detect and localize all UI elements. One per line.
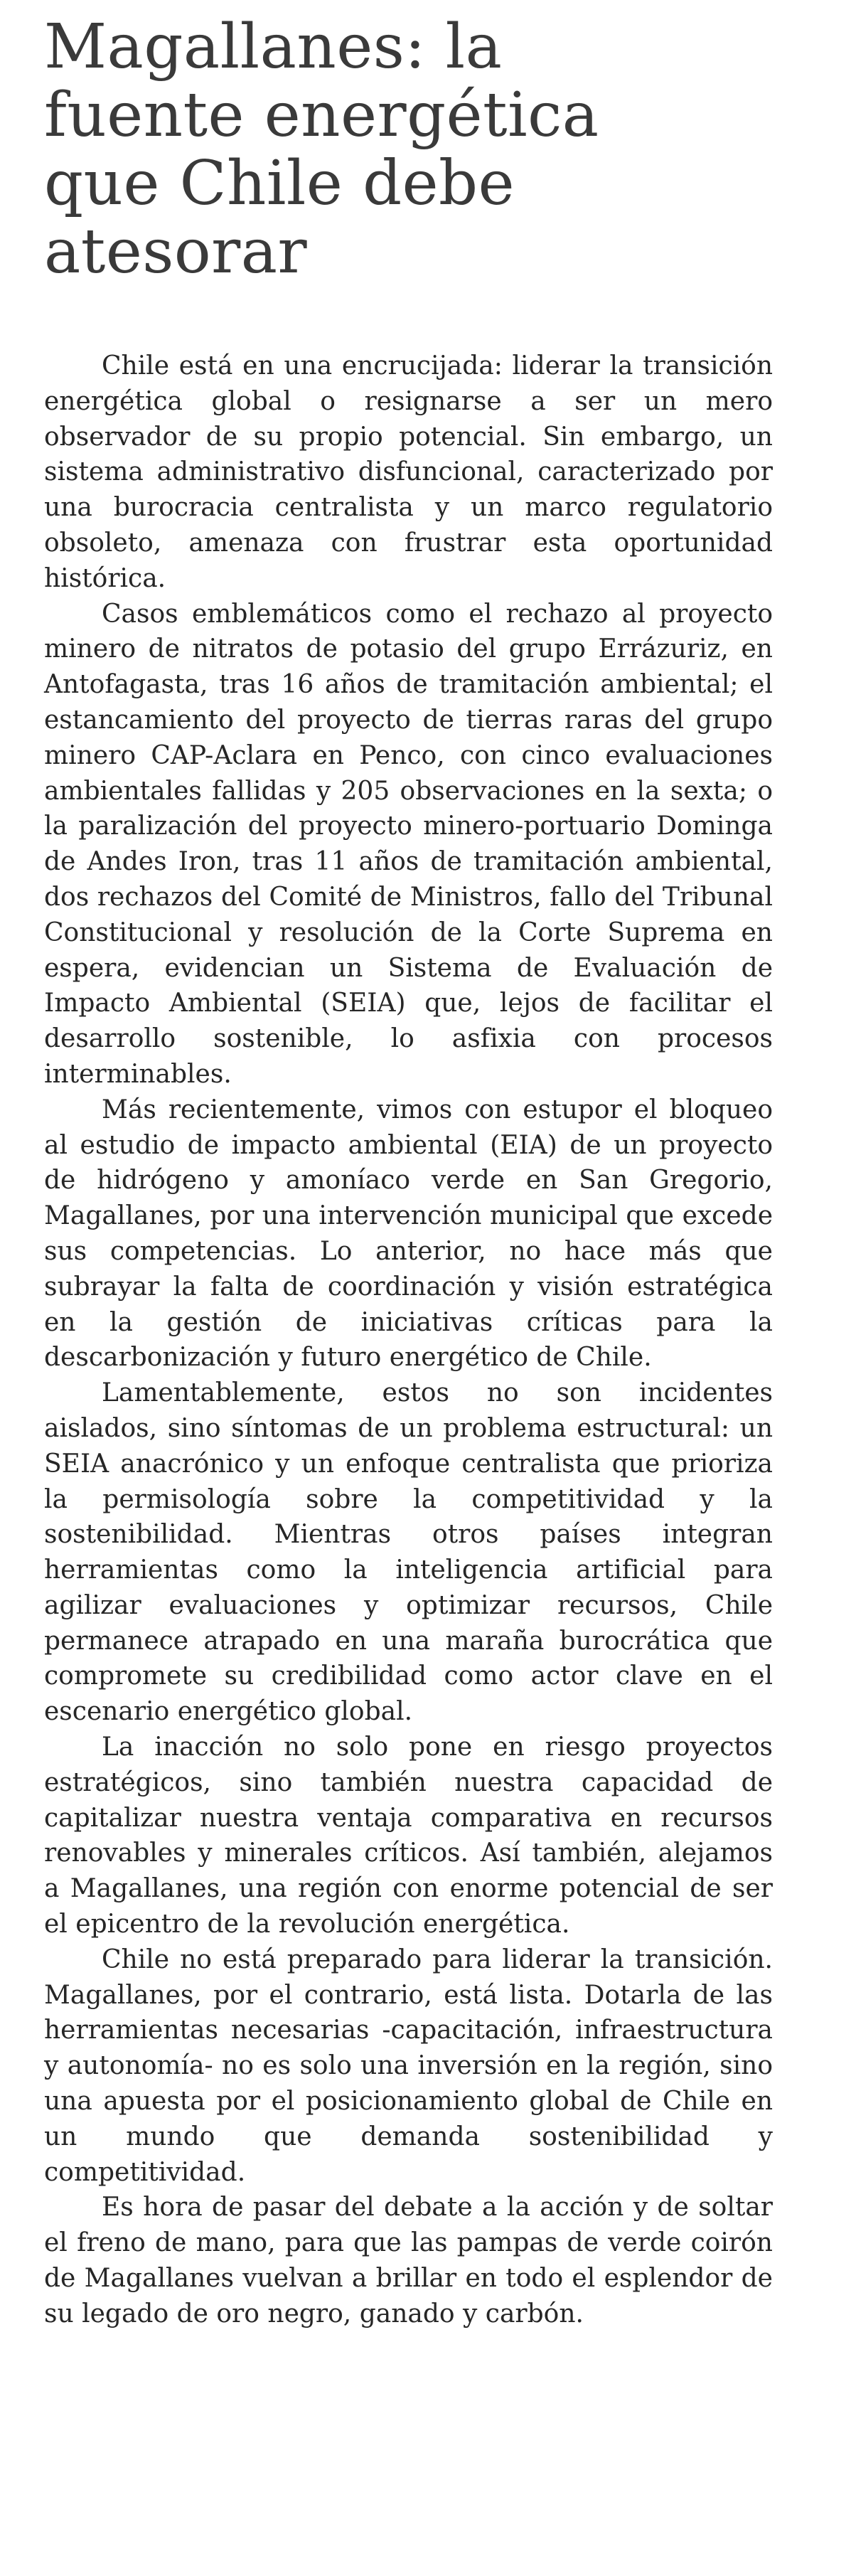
paragraph: Chile está en una encrucijada: liderar la transición energética global o resignarse a ser un mero observador de su propio potencial. Sin embargo, un sistema administrativo disfuncional, caracterizado por una burocracia centralista y un marco regulatorio obsoleto, amenaza con frustrar esta oportunidad histórica.: [44, 351, 773, 593]
headline-line: atesorar: [44, 216, 308, 287]
headline-line: Magallanes: la: [44, 11, 503, 83]
paragraph: La inacción no solo pone en riesgo proyectos estratégicos, sino también nuestra capacidad de capitalizar nuestra ventaja comparativa en recursos renovables y minerales críticos. Así también, alejamos a Magallanes, una región con enorme potencial de ser el epicentro de la revolución energética.: [44, 1733, 773, 1939]
paragraph: Lamentablemente, estos no son incidentes aislados, sino síntomas de un problema estructural: un SEIA anacrónico y un enfoque centralista que prioriza la permisología sobre la competitividad y la sostenibilidad. Mientras otros países integran herramientas como la inteligencia artificial para agilizar evaluaciones y optimizar recursos, Chile permanece atrapado en una maraña burocrática que compromete su credibilidad como actor clave en el escenario energético global.: [44, 1378, 773, 1727]
headline: [44, 13, 773, 286]
paragraph: Es hora de pasar del debate a la acción y de soltar el freno de mano, para que las pampas de verde coirón de Magallanes vuelvan a brillar en todo el esplendor de su legado de oro negro, ganado y carbón.: [44, 2193, 773, 2328]
headline-line: que Chile debe: [44, 148, 515, 219]
headline-line: fuente energética: [44, 80, 599, 151]
paragraph: Casos emblemáticos como el rechazo al proyecto minero de nitratos de potasio del grupo Errázuriz, en Antofagasta, tras 16 años de tramitación ambiental; el estancamiento del proyecto de tierras raras del grupo minero CAP-Aclara en Penco, con cinco evaluaciones ambientales fallidas y 205 observaciones en la sexta; o la paralización del proyecto minero-portuario Dominga de Andes Iron, tras 11 años de tramitación ambiental, dos rechazos del Comité de Ministros, fallo del Tribunal Constitucional y resolución de la Corte Suprema en espera, evidencian un Sistema de Evaluación de Impacto Ambiental (SEIA) que, lejos de facilitar el desarrollo sostenible, lo asfixia con procesos interminables.: [44, 599, 773, 1089]
article: [44, 13, 773, 2332]
article-body: [44, 348, 773, 2332]
paragraph: Más recientemente, vimos con estupor el bloqueo al estudio de impacto ambiental (EIA) de un proyecto de hidrógeno y amoníaco verde en San Gregorio, Magallanes, por una intervención municipal que excede sus competencias. Lo anterior, no hace más que subrayar la falta de coordinación y visión estratégica en la gestión de iniciativas críticas para la descarbonización y futuro energético de Chile.: [44, 1095, 773, 1373]
paragraph: Chile no está preparado para liderar la transición. Magallanes, por el contrario, está lista. Dotarla de las herramientas necesarias -capacitación, infraestructura y autonomía- no es solo una inversión en la región, sino una apuesta por el posicionamiento global de Chile en un mundo que demanda sostenibilidad y competitividad.: [44, 1944, 773, 2187]
